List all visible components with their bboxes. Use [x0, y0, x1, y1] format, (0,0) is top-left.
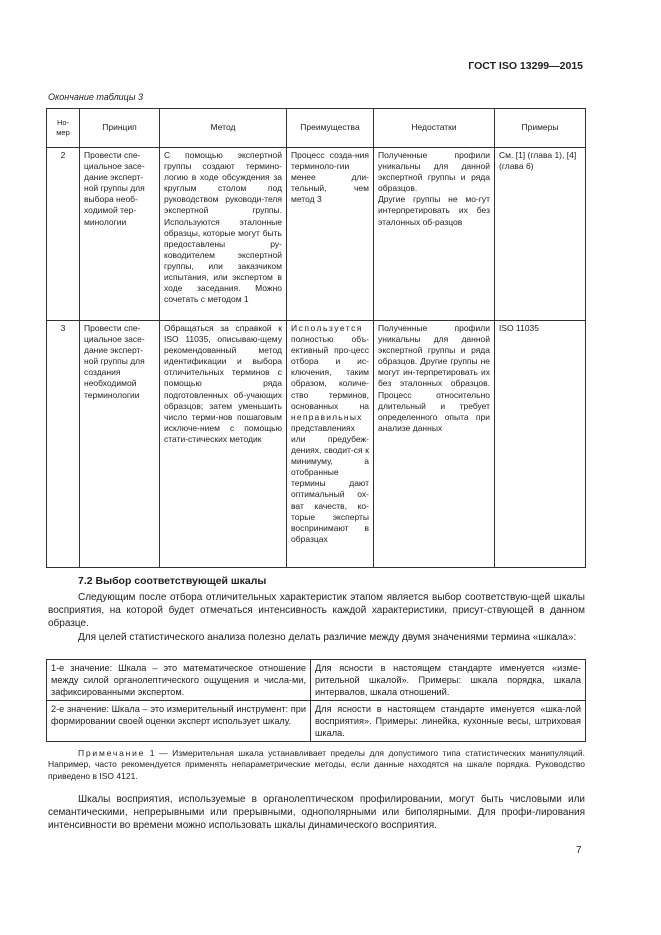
paragraph — [48, 793, 585, 832]
column-header-method: Метод — [160, 109, 287, 148]
definition-explanation: Для ясности в настоящем стандарте именуется «шка-лой восприятия». Примеры: линейка, кухонные весы, штриховая шкала. — [311, 701, 586, 742]
cell-number: 3 — [47, 321, 80, 568]
column-header-disadvantages: Недостатки — [374, 109, 495, 148]
definition-meaning: 2-е значение: Шкала – это измерительный инструмент: при формировании своей оценки эксперт использует шкалу. — [47, 701, 311, 742]
cell-method: Обращаться за справкой к ISO 11035, описываю-щему рекомендованный метод идентификации и выбора отличительных терминов с помощью ряда подготовленных об-учающих образцов; затем уменьшить число терми-нов пошаговым исключе-нием с помощью стати-стических методик — [160, 321, 287, 568]
column-header-advantages: Преимущества — [287, 109, 374, 148]
table-row — [47, 321, 586, 568]
definition-row — [47, 660, 586, 701]
cell-advantages: Процесс созда-ния терминоло-гии менее дли-тельный, чем метод 3 — [287, 148, 374, 321]
advantages-text-1: полностью объ-ективный про-цесс отбора и ис-ключения, таким образом, количе-ство терминов, основанных на — [291, 334, 369, 411]
cell-method: С помощью экспертной группы создают термино-логию в ходе обсуждения за круглым столом под руководством руководи-теля экспертной группы. Используются эталонные образцы, которые могут быть предоставлены ру-ководителем экспертной группы, или заказчиком испытания, или экспертом в ходе заседания. Можно сочетать с методом 1 — [160, 148, 287, 321]
cell-disadvantages: Полученные профили уникальны для данной экспертной группы и ряда образцов. Другие группы не могут ин-терпретировать их без эталонных образцов. Процесс относительно длительный и требует определенного опыта при анализе данных — [374, 321, 495, 568]
paragraph-text: Шкалы восприятия, используемые в органолептическом профилировании, могут быть числовыми или семантическими, непрерывными или прерывными, однополярными или биполярными. Для профи-лирования интенсивности во времени можно использовать шкалы динамического восприятия. — [48, 794, 585, 831]
paragraph — [48, 591, 585, 630]
definition-explanation: Для ясности в настоящем стандарте именуется «изме-рительной шкалой». Примеры: шкала порядка, шкала интервалов, шкала отношений. — [311, 660, 586, 701]
cell-principle: Провести спе-циальное засе-дание эксперт-ной группы для выбора необ-ходимой тер-минологии — [80, 148, 160, 321]
spaced-word: Используется — [291, 323, 363, 333]
column-header-principle: Принцип — [80, 109, 160, 148]
table-caption: Окончание таблицы 3 — [48, 92, 143, 102]
scale-definitions-table — [46, 659, 586, 742]
document-header: ГОСТ ISO 13299—2015 — [468, 60, 583, 72]
note-text: 1 — Измерительная шкала устанавливает пределы для допустимого типа статистических манипуляций. Например, часто рекомендуется применять непараметрические методы, если данные находятся на шкале порядка. Руководство приведено в ISO 4121. — [48, 748, 585, 781]
note — [48, 748, 585, 782]
paragraph — [48, 631, 585, 644]
spaced-word: неправильных — [291, 411, 363, 422]
definition-meaning: 1-е значение: Шкала – это математическое отношение между силой органолептического ощущения и числа-ми, зафиксированными экспертом. — [47, 660, 311, 701]
section-title: 7.2 Выбор соответствующей шкалы — [78, 575, 267, 587]
cell-principle: Провести спе-циальное засе-дание эксперт-ной группы для создания необходимой терминологии — [80, 321, 160, 568]
column-header-examples: Примеры — [495, 109, 586, 148]
page-number: 7 — [576, 845, 582, 856]
cell-advantages — [287, 321, 374, 568]
column-header-number: Но- мер — [47, 109, 80, 148]
table-row — [47, 148, 586, 321]
cell-number: 2 — [47, 148, 80, 321]
definition-row — [47, 701, 586, 742]
note-label: Примечание — [78, 748, 146, 758]
table-header-row — [47, 109, 586, 148]
paragraph-text: Для целей статистического анализа полезно делать различие между двумя значениями термина «шкала»: — [78, 632, 577, 643]
methods-table — [46, 108, 586, 568]
cell-examples: ISO 11035 — [495, 321, 586, 568]
cell-disadvantages: Полученные профили уникальны для данной экспертной группы и ряда образцов. Другие группы не мо-гут интерпретировать их без эталонных об-разцов — [374, 148, 495, 321]
advantages-text-2: представлениях или предубеж-дениях, сводит-ся к минимуму, а отобранные термины дают оптимальный ох-ват качеств, ко-торые эксперты воспринимают в образцах — [291, 422, 369, 544]
cell-examples: См. [1] (глава 1), [4] (глава 6) — [495, 148, 586, 321]
paragraph-text: Следующим после отбора отличительных характеристик этапом является выбор соответствую-щей шкалы восприятия, на которой будет отмечаться интенсивность каждой характеристики, присут-ствующей в данном образце. — [48, 592, 585, 629]
